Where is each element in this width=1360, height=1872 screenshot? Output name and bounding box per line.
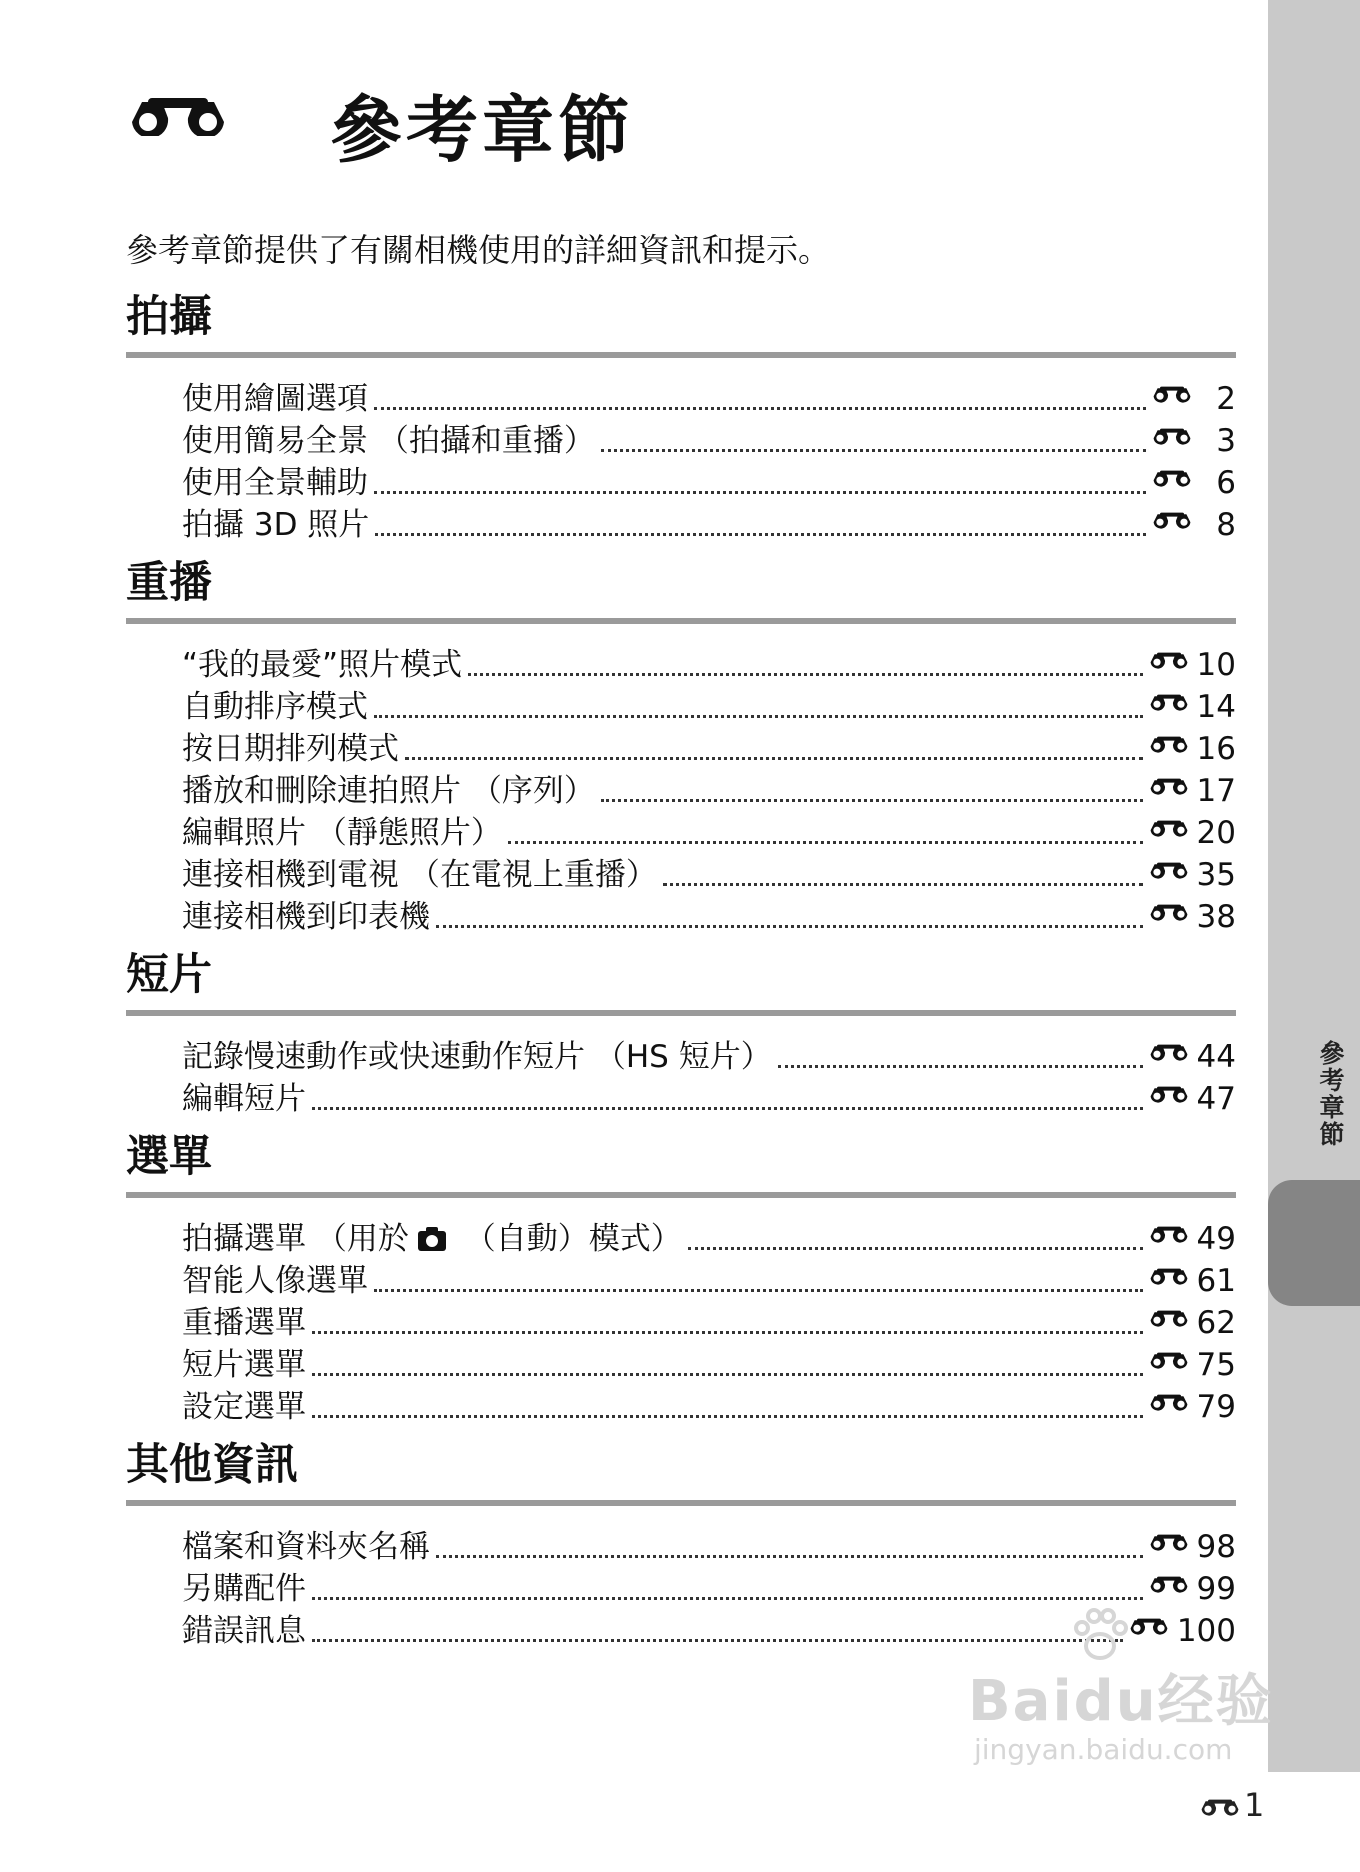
toc-entry-text: 拍攝選單 （用於	[182, 1221, 409, 1257]
toc-entry-text: 播放和刪除連拍照片 （序列）	[182, 773, 595, 809]
toc-entry[interactable]	[182, 1344, 1236, 1386]
section-title: 重播	[126, 558, 212, 608]
dot-leader	[312, 1331, 1143, 1334]
toc-entry-page: 8	[1216, 507, 1236, 543]
watermark-text: Baidu经验	[968, 1669, 1274, 1734]
dot-leader	[468, 673, 1142, 676]
dot-leader	[688, 1247, 1143, 1250]
dot-leader	[375, 533, 1146, 536]
toc-section	[126, 946, 1236, 1120]
dot-leader	[312, 1597, 1143, 1600]
binoculars-icon	[1149, 1520, 1189, 1562]
dot-leader	[312, 1107, 1143, 1110]
toc-entry-page: 2	[1216, 381, 1236, 417]
dot-leader	[663, 883, 1143, 886]
toc-entry-text: 檔案和資料夾名稱	[182, 1529, 430, 1565]
watermark	[968, 1670, 1274, 1766]
dot-leader	[508, 841, 1143, 844]
watermark-url: jingyan.baidu.com	[974, 1733, 1233, 1766]
toc-entry-page: 98	[1196, 1529, 1236, 1565]
toc-entry[interactable]	[182, 1526, 1236, 1568]
toc-entry-text: 按日期排列模式	[182, 731, 399, 767]
toc-entry-text: 錯誤訊息	[182, 1613, 306, 1649]
toc-entry-text: 記錄慢速動作或快速動作短片 （HS 短片）	[182, 1039, 772, 1075]
toc-entry[interactable]	[182, 462, 1236, 504]
binoculars-icon	[1149, 1254, 1189, 1296]
dot-leader	[436, 1555, 1143, 1558]
toc-entry[interactable]	[182, 896, 1236, 938]
toc-section	[126, 1128, 1236, 1428]
section-title: 其他資訊	[126, 1440, 298, 1490]
toc	[126, 280, 1236, 1652]
toc-entry[interactable]	[182, 770, 1236, 812]
binoculars-icon	[1152, 372, 1192, 414]
paw-icon	[1070, 1606, 1130, 1666]
toc-entry[interactable]	[182, 812, 1236, 854]
binoculars-icon	[1149, 1212, 1189, 1254]
section-divider	[126, 352, 1236, 358]
side-tab-active-marker	[1268, 1180, 1360, 1306]
binoculars-icon	[1149, 806, 1189, 848]
binoculars-icon	[1149, 1296, 1189, 1338]
binoculars-icon	[1129, 1604, 1169, 1646]
page-number-value: 1	[1244, 1786, 1265, 1824]
dot-leader	[374, 715, 1143, 718]
dot-leader	[601, 799, 1143, 802]
toc-entry-page: 62	[1196, 1305, 1236, 1341]
toc-entry[interactable]	[182, 1386, 1236, 1428]
toc-entry-label	[182, 1526, 430, 1568]
toc-entry-text: 使用繪圖選項	[182, 381, 368, 417]
toc-entry-label	[182, 1568, 306, 1610]
toc-entry-label	[182, 462, 368, 504]
toc-entry-text: “我的最愛”照片模式	[182, 647, 463, 683]
binoculars-icon	[1152, 414, 1192, 456]
toc-entry-text: 編輯照片 （靜態照片）	[182, 815, 502, 851]
toc-entry-text-suffix: （自動）模式）	[454, 1221, 682, 1257]
section-title: 短片	[126, 950, 212, 1000]
dot-leader	[312, 1373, 1143, 1376]
toc-entry[interactable]	[182, 1260, 1236, 1302]
binoculars-icon	[1149, 680, 1189, 722]
binoculars-icon	[1149, 638, 1189, 680]
toc-entry-page: 49	[1196, 1221, 1236, 1257]
section-divider	[126, 1192, 1236, 1198]
binoculars-icon	[1149, 848, 1189, 890]
dot-leader	[778, 1065, 1143, 1068]
binoculars-icon	[1149, 890, 1189, 932]
dot-leader	[436, 925, 1143, 928]
toc-entry-page: 79	[1196, 1389, 1236, 1425]
section-divider	[126, 1010, 1236, 1016]
toc-entry-page: 61	[1196, 1263, 1236, 1299]
toc-entry-page: 14	[1196, 689, 1236, 725]
toc-entry-label	[182, 378, 368, 420]
toc-entry-label	[182, 1344, 306, 1386]
binoculars-icon	[128, 92, 228, 140]
section-divider	[126, 618, 1236, 624]
toc-entry-text: 拍攝 3D 照片	[182, 507, 370, 543]
toc-entry-page: 47	[1196, 1081, 1236, 1117]
toc-entry-label	[182, 854, 657, 896]
toc-entry-label	[182, 896, 430, 938]
dot-leader	[374, 1289, 1143, 1292]
toc-entry[interactable]	[182, 420, 1236, 462]
toc-entry[interactable]	[182, 1218, 1236, 1260]
toc-section	[126, 554, 1236, 938]
toc-entry-label	[182, 1386, 306, 1428]
toc-entry-label	[182, 770, 595, 812]
toc-entry-label	[182, 504, 369, 546]
toc-entry-page: 3	[1216, 423, 1236, 459]
binoculars-icon	[1149, 1072, 1189, 1114]
section-title: 選單	[126, 1132, 212, 1182]
toc-entry-label	[182, 1302, 306, 1344]
toc-entry-text: 重播選單	[182, 1305, 306, 1341]
dot-leader	[374, 407, 1146, 410]
camera-icon	[409, 1221, 455, 1257]
toc-entry[interactable]	[182, 644, 1236, 686]
toc-entry-text: 編輯短片	[182, 1081, 306, 1117]
toc-entry-page: 17	[1196, 773, 1236, 809]
intro-text: 參考章節提供了有關相機使用的詳細資訊和提示。	[126, 231, 831, 269]
toc-entry-text: 連接相機到印表機	[182, 899, 430, 935]
toc-entry-text: 短片選單	[182, 1347, 306, 1383]
side-tab-label: 參考章節	[1316, 1040, 1345, 1148]
binoculars-icon	[1149, 722, 1189, 764]
toc-entry-page: 35	[1196, 857, 1236, 893]
toc-entry[interactable]	[182, 504, 1236, 546]
toc-entry[interactable]	[182, 378, 1236, 420]
binoculars-icon	[1152, 498, 1192, 540]
dot-leader	[405, 757, 1143, 760]
toc-entry-page: 99	[1196, 1571, 1236, 1607]
toc-entry-text: 另購配件	[182, 1571, 306, 1607]
toc-entry-page: 16	[1196, 731, 1236, 767]
toc-entry-page: 10	[1196, 647, 1236, 683]
binoculars-icon	[1149, 1338, 1189, 1380]
binoculars-icon	[1149, 764, 1189, 806]
toc-entry-label	[182, 686, 368, 728]
page-number	[1200, 1786, 1264, 1824]
binoculars-icon	[1200, 1786, 1240, 1824]
toc-entry-label	[182, 1610, 306, 1652]
toc-entry-label	[182, 420, 595, 462]
dot-leader	[374, 491, 1146, 494]
toc-entry-label	[182, 1078, 306, 1120]
toc-entry-page: 100	[1176, 1613, 1236, 1649]
toc-entry-page: 20	[1196, 815, 1236, 851]
section-divider	[126, 1500, 1236, 1506]
toc-entry-page: 75	[1196, 1347, 1236, 1383]
toc-section	[126, 288, 1236, 546]
page-title: 參考章節	[330, 88, 635, 172]
binoculars-icon	[1149, 1562, 1189, 1604]
toc-entry-text: 設定選單	[182, 1389, 306, 1425]
toc-entry[interactable]	[182, 854, 1236, 896]
toc-entry-label	[182, 644, 462, 686]
toc-entry[interactable]	[182, 686, 1236, 728]
toc-entry-label	[182, 1218, 682, 1260]
binoculars-icon	[1149, 1380, 1189, 1422]
toc-entry-page: 6	[1216, 465, 1236, 501]
toc-entry[interactable]	[182, 1078, 1236, 1120]
dot-leader	[601, 449, 1146, 452]
toc-entry[interactable]	[182, 1302, 1236, 1344]
toc-entry-label	[182, 1036, 772, 1078]
section-title: 拍攝	[126, 292, 212, 342]
binoculars-icon	[1149, 1030, 1189, 1072]
toc-entry-text: 自動排序模式	[182, 689, 368, 725]
binoculars-icon	[1152, 456, 1192, 498]
side-tab	[1268, 0, 1360, 1772]
toc-entry-page: 38	[1196, 899, 1236, 935]
toc-entry-label	[182, 728, 399, 770]
toc-entry-label	[182, 812, 502, 854]
toc-entry[interactable]	[182, 728, 1236, 770]
dot-leader	[312, 1415, 1143, 1418]
toc-entry-text: 使用全景輔助	[182, 465, 368, 501]
dot-leader	[312, 1639, 1123, 1642]
toc-entry-text: 連接相機到電視 （在電視上重播）	[182, 857, 657, 893]
toc-entry[interactable]	[182, 1036, 1236, 1078]
toc-entry-text: 使用簡易全景 （拍攝和重播）	[182, 423, 595, 459]
toc-entry-page: 44	[1196, 1039, 1236, 1075]
toc-entry-label	[182, 1260, 368, 1302]
toc-entry[interactable]	[182, 1568, 1236, 1610]
toc-entry-text: 智能人像選單	[182, 1263, 368, 1299]
